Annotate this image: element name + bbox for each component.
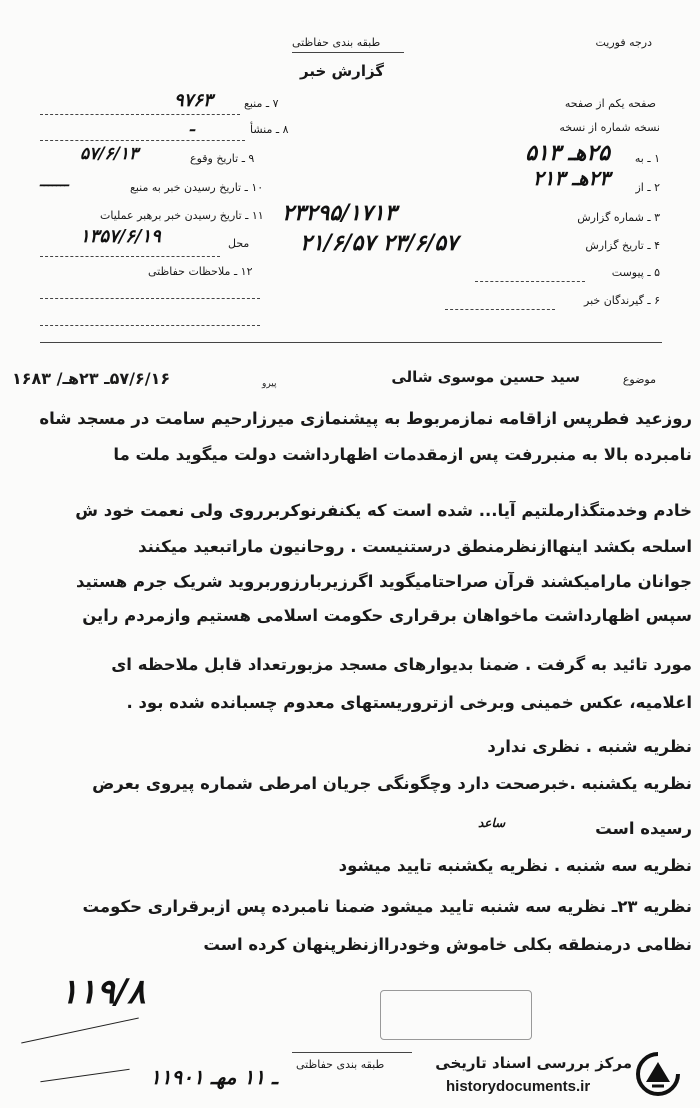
to-field-label: ۱ ـ به [634,152,660,165]
subject-ref: ۵۷/۶/۱۶ـ ۲۳هـ/ ۱۶۸۳ [12,369,171,388]
body-line: اسلحه بکشد اینهاازنظرمنطق درستنیست . روحانیون ماراتبعید میکنند [138,537,692,556]
watermark [434,1052,682,1102]
report-date-label: ۴ ـ تاریخ گزارش [585,239,660,252]
body-line: نظامی درمنطقه بکلی خاموش وخودراازنظرپنهان کرده است [203,935,692,954]
security-notes-label: ۱۲ ـ ملاحظات حفاظتی [148,265,253,278]
classification-bottom: طبقه بندی حفاظتی [296,1058,385,1071]
subject-label: موضوع [622,373,656,386]
location-date-value: ۱۳۵۷/۶/۱۹ [80,226,161,247]
margin-note: ساعد [478,816,506,830]
source-value: ۹۷۶۳ [174,90,213,111]
occurrence-date-value: ۵۷/۶/۱۳ [80,144,139,164]
recipients-label: ۶ ـ گیرندگان خبر [584,294,660,307]
origin-line [40,140,245,141]
source-line [40,114,240,115]
location-label: محل [228,237,250,250]
classification-bottom-line [292,1052,412,1053]
notes-line-2 [40,325,260,326]
from-field-label: ۲ ـ از [635,181,660,194]
pirou-label: پیرو [262,379,277,389]
source-label: ۷ ـ منبع [244,97,279,110]
handwritten-note-bottom: ۱۱۹۰۱ ـ ۱۱ مهـ [150,1065,278,1089]
attachment-label: ۵ ـ پیوست [611,266,660,279]
body-line: اعلامیه، عکس خمینی وبرخی ازتروریستهای معدوم چسبانده شده بود . [126,693,692,712]
body-line: جوانان مارامیکشند قرآن صراحتامیگوید اگرزیربارزوربروید شریک جرم هستید [76,572,692,591]
notes-line-1 [40,298,260,299]
from-field-value: ۲۳هـ ۲۱۳ [532,166,610,190]
form-title: گزارش خبر [300,62,385,80]
recipients-line [445,309,555,310]
watermark-text: مرکز بررسی اسناد تاریخی [435,1054,632,1072]
occurrence-date-label: ۹ ـ تاریخ وقوع [190,152,255,165]
arrival-source-value: ـــــــ [40,174,69,190]
body-line: نظریه سه شنبه . نظریه یکشنبه تایید میشود [338,856,692,875]
handwritten-number: ۱۱۹/۸ [60,972,146,1012]
to-field-value: ۲۵هـ ۵۱۳ [525,140,610,166]
faded-stamp [380,990,532,1040]
report-date-value: ۲۱/۶/۵۷ ۲۳/۶/۵۷ [300,230,458,256]
body-line: مورد تائید به گرفت . ضمنا بدیوارهای مسجد مزبورتعداد قابل ملاحظه ای [111,655,692,674]
body-line: رسیده است [595,819,692,838]
body-line: نظریه شنبه . نظری ندارد [487,737,692,756]
body-line: نظریه ۲۳ـ نظریه سه شنبه تایید میشود ضمنا نامبرده پس ازبرقراری حکومت [82,897,692,916]
body-line: روزعید فطرپس ازاقامه نمازمربوط به پیشنمازی میرزارحیم سامت در مسجد شاه [39,409,692,428]
archive-logo-icon [636,1052,680,1098]
urgency-label: درجه فوریت [595,36,652,49]
signature-scribble [21,1018,139,1044]
page-field: صفحه یکم از صفحه [564,97,656,110]
body-line: نظریه یکشنبه .خبرصحت دارد وچگونگی جریان امرطی شماره پیروی بعرض [92,774,692,793]
attachment-line [475,281,585,282]
origin-value: ـ [190,116,195,135]
origin-label: ۸ ـ منشأ [250,123,289,136]
report-number-value: ۲۳۲۹۵/۱۷۱۳ [282,200,397,226]
watermark-url: historydocuments.ir [446,1078,591,1095]
arrival-leader-label: ۱۱ ـ تاریخ رسیدن خبر برهبر عملیات [100,209,264,222]
header-divider [40,342,662,343]
classification-underline [292,52,404,53]
classification-top: طبقه بندی حفاظتی [292,36,381,49]
report-number-label: ۳ ـ شماره گزارش [577,211,660,224]
arrival-source-label: ۱۰ ـ تاریخ رسیدن خبر به منبع [130,181,264,194]
body-line: سپس اظهارداشت ماخواهان برقراری حکومت اسلامی هستیم وازمردم راین [82,606,692,625]
signature-scribble [40,1069,129,1083]
copy-field: نسخه شماره از نسخه [559,121,660,134]
body-line: نامبرده بالا به منبررفت پس ازمقدمات اظهارداشت دولت میگوید ملت ما [113,445,692,464]
location-line [40,256,220,257]
body-line: خادم وخدمتگذارملتیم آیا... شده است که یکنفرنوکربرروی ولی نعمت خود ش [75,501,692,520]
subject-text: سید حسین موسوی شالی [391,368,580,386]
